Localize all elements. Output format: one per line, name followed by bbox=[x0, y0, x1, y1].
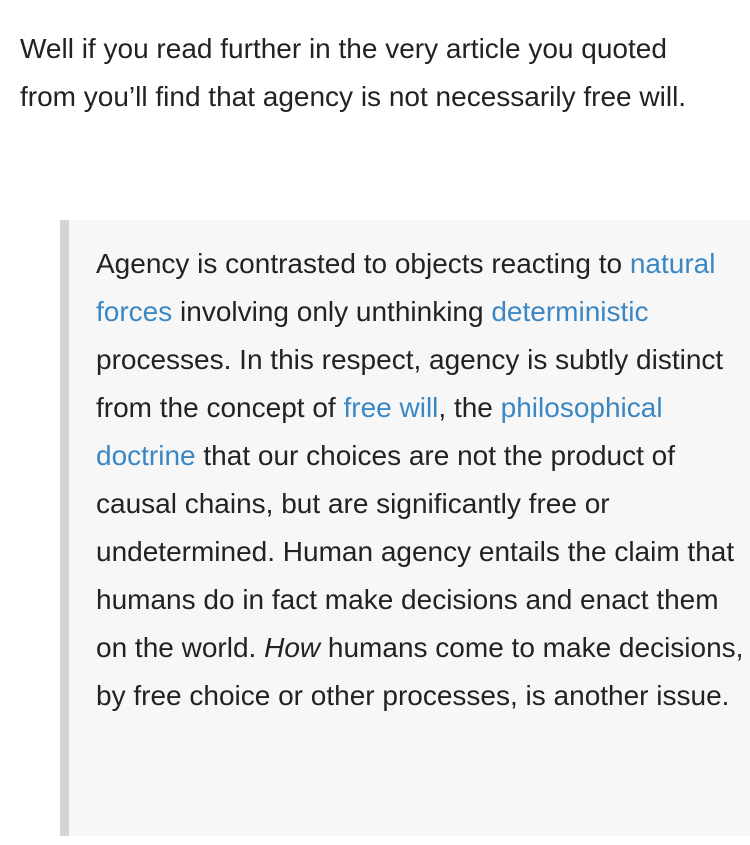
post-body bbox=[20, 25, 730, 121]
quote-text-4: , the bbox=[438, 392, 501, 423]
link-philosophical-doctrine[interactable]: philosophical doctrine bbox=[96, 392, 663, 471]
link-free-will[interactable]: free will bbox=[343, 392, 439, 423]
quote-text-2: involving only unthinking bbox=[172, 296, 492, 327]
link-natural-forces[interactable]: natural forces bbox=[96, 248, 716, 327]
quote-emphasis-how: How bbox=[264, 632, 321, 663]
quote-text-1: Agency is contrasted to objects reacting to bbox=[96, 248, 630, 279]
quoted-excerpt bbox=[60, 220, 750, 836]
link-deterministic[interactable]: deterministic bbox=[491, 296, 649, 327]
reply-text: Well if you read further in the very article you quoted from you’ll find that agency is not necessarily free will. bbox=[20, 33, 687, 112]
quote-text-6: humans come to make decisions, by free choice or other processes, is another issue. bbox=[96, 632, 744, 711]
quote-paragraph bbox=[96, 240, 745, 720]
quote-text-5: that our choices are not the product of causal chains, but are significantly free or undetermined. Human agency entails the claim that humans do in fact make decisions and enact them on the world. bbox=[96, 440, 735, 663]
quote-text-3: processes. In this respect, agency is subtly distinct from the concept of bbox=[96, 344, 724, 423]
